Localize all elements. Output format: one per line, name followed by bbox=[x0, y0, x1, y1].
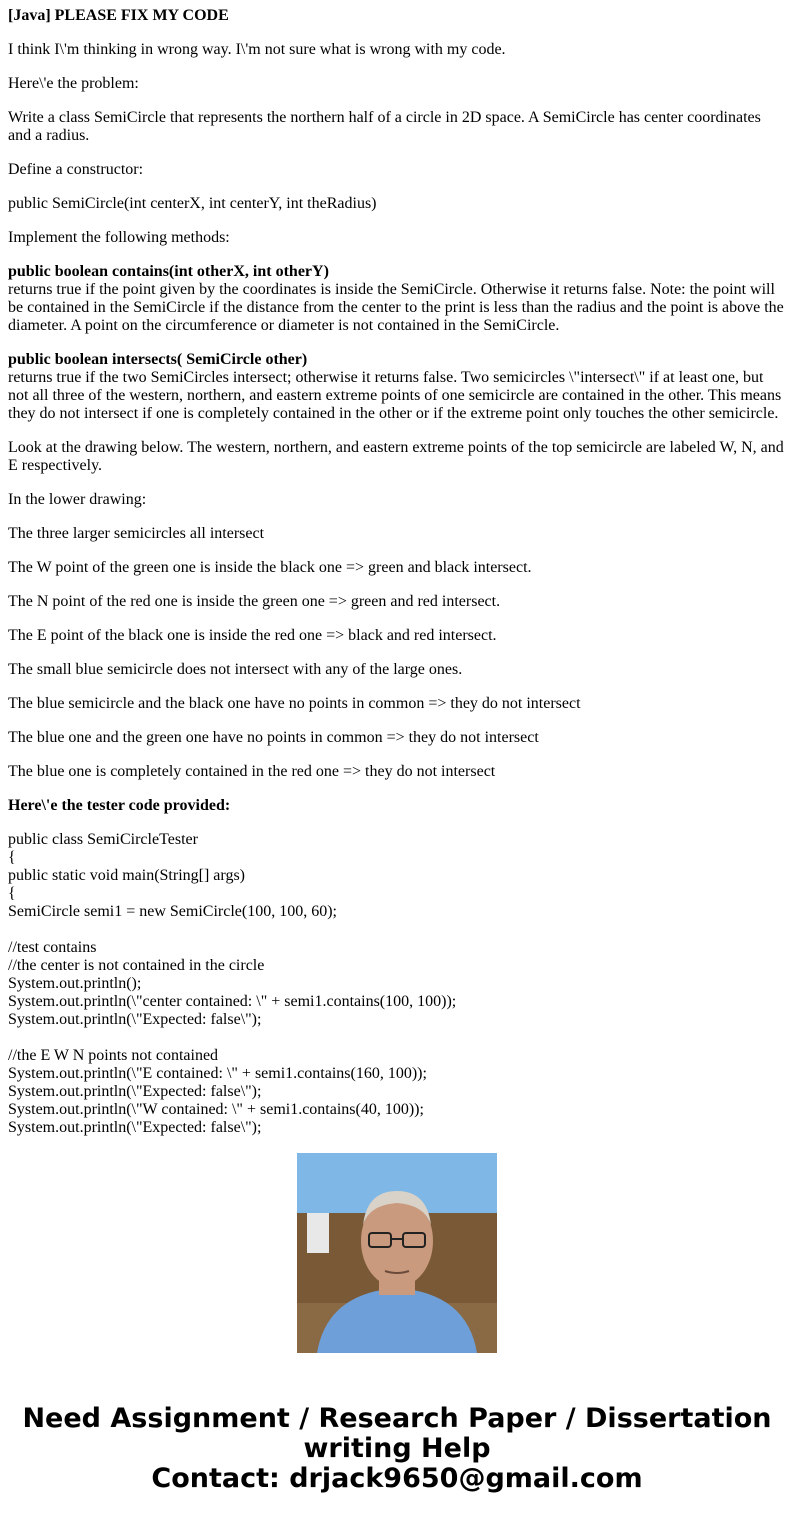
code-line bbox=[8, 921, 786, 939]
intersects-method-block bbox=[8, 351, 786, 423]
avatar-portrait-image bbox=[297, 1153, 497, 1353]
fact-item: The blue one and the green one have no points in common => they do not intersect bbox=[8, 729, 539, 746]
tester-code-block bbox=[8, 831, 786, 1137]
methods-heading: Implement the following methods: bbox=[8, 229, 230, 246]
fact-item: The three larger semicircles all intersect bbox=[8, 525, 265, 542]
code-line: public class SemiCircleTester bbox=[8, 831, 198, 848]
promo-banner bbox=[0, 1404, 794, 1494]
code-line: { bbox=[8, 849, 16, 866]
code-line: System.out.println(); bbox=[8, 975, 142, 992]
drawing-note: Look at the drawing below. The western, northern, and eastern extreme points of the top semicircle are labeled W, N, and E respectively. bbox=[8, 439, 784, 474]
avatar-switch-panel bbox=[307, 1213, 329, 1253]
constructor-heading: Define a constructor: bbox=[8, 161, 144, 178]
promo-line-3: Contact: drjack9650@gmail.com bbox=[151, 1463, 643, 1494]
fact-item: The N point of the red one is inside the green one => green and red intersect. bbox=[8, 593, 501, 610]
code-line: { bbox=[8, 885, 16, 902]
contains-signature: public boolean contains(int otherX, int otherY) bbox=[8, 263, 329, 280]
code-line: System.out.println(\"W contained: \" + semi1.contains(40, 100)); bbox=[8, 1101, 424, 1118]
code-line: System.out.println(\"E contained: \" + semi1.contains(160, 100)); bbox=[8, 1065, 427, 1082]
code-line: System.out.println(\"Expected: false\"); bbox=[8, 1119, 262, 1136]
problem-heading: Here\'e the problem: bbox=[8, 75, 139, 92]
intro-paragraph: I think I\'m thinking in wrong way. I\'m not sure what is wrong with my code. bbox=[8, 41, 506, 58]
contains-description: returns true if the point given by the coordinates is inside the SemiCircle. Otherwise it returns false. Note: the point will be contained in the SemiCircle if the distance from the center to the print is less than the radius and the point is above the diameter. A point on the circumference or diameter is not contained in the SemiCircle. bbox=[8, 281, 784, 334]
code-line: public static void main(String[] args) bbox=[8, 867, 245, 884]
code-line bbox=[8, 1029, 786, 1047]
fact-item: The blue one is completely contained in the red one => they do not intersect bbox=[8, 763, 496, 780]
problem-text: Write a class SemiCircle that represents the northern half of a circle in 2D space. A SemiCircle has center coordinates and a radius. bbox=[8, 109, 761, 144]
contains-method-block bbox=[8, 263, 786, 335]
promo-line-1: Need Assignment / Research Paper / Dissertation bbox=[22, 1403, 772, 1434]
code-line: System.out.println(\"Expected: false\"); bbox=[8, 1083, 262, 1100]
author-avatar bbox=[297, 1153, 497, 1353]
constructor-signature: public SemiCircle(int centerX, int centerY, int theRadius) bbox=[8, 195, 377, 212]
code-line: SemiCircle semi1 = new SemiCircle(100, 100, 60); bbox=[8, 903, 337, 920]
lower-drawing-heading: In the lower drawing: bbox=[8, 491, 147, 508]
intersects-description: returns true if the two SemiCircles intersect; otherwise it returns false. Two semicircles \"intersect\" if at least one, but not all three of the western, northern, and eastern extreme points of one semicircle are contained in the other. This means they do not intersect if one is completely contained in the other or if the extreme point only touches the other semicircle. bbox=[8, 369, 782, 422]
fact-item: The W point of the green one is inside the black one => green and black intersect. bbox=[8, 559, 532, 576]
code-line: //the center is not contained in the circle bbox=[8, 957, 265, 974]
code-line: System.out.println(\"center contained: \" + semi1.contains(100, 100)); bbox=[8, 993, 457, 1010]
code-line: //the E W N points not contained bbox=[8, 1047, 219, 1064]
tester-heading: Here\'e the tester code provided: bbox=[8, 797, 231, 814]
question-content bbox=[8, 0, 786, 1136]
fact-item: The blue semicircle and the black one have no points in common => they do not intersect bbox=[8, 695, 581, 712]
intersects-signature: public boolean intersects( SemiCircle other) bbox=[8, 351, 308, 368]
code-line: //test contains bbox=[8, 939, 97, 956]
promo-line-2: writing Help bbox=[303, 1433, 491, 1464]
question-title: [Java] PLEASE FIX MY CODE bbox=[8, 7, 229, 24]
code-line: System.out.println(\"Expected: false\"); bbox=[8, 1011, 262, 1028]
fact-item: The small blue semicircle does not intersect with any of the large ones. bbox=[8, 661, 463, 678]
fact-item: The E point of the black one is inside the red one => black and red intersect. bbox=[8, 627, 497, 644]
